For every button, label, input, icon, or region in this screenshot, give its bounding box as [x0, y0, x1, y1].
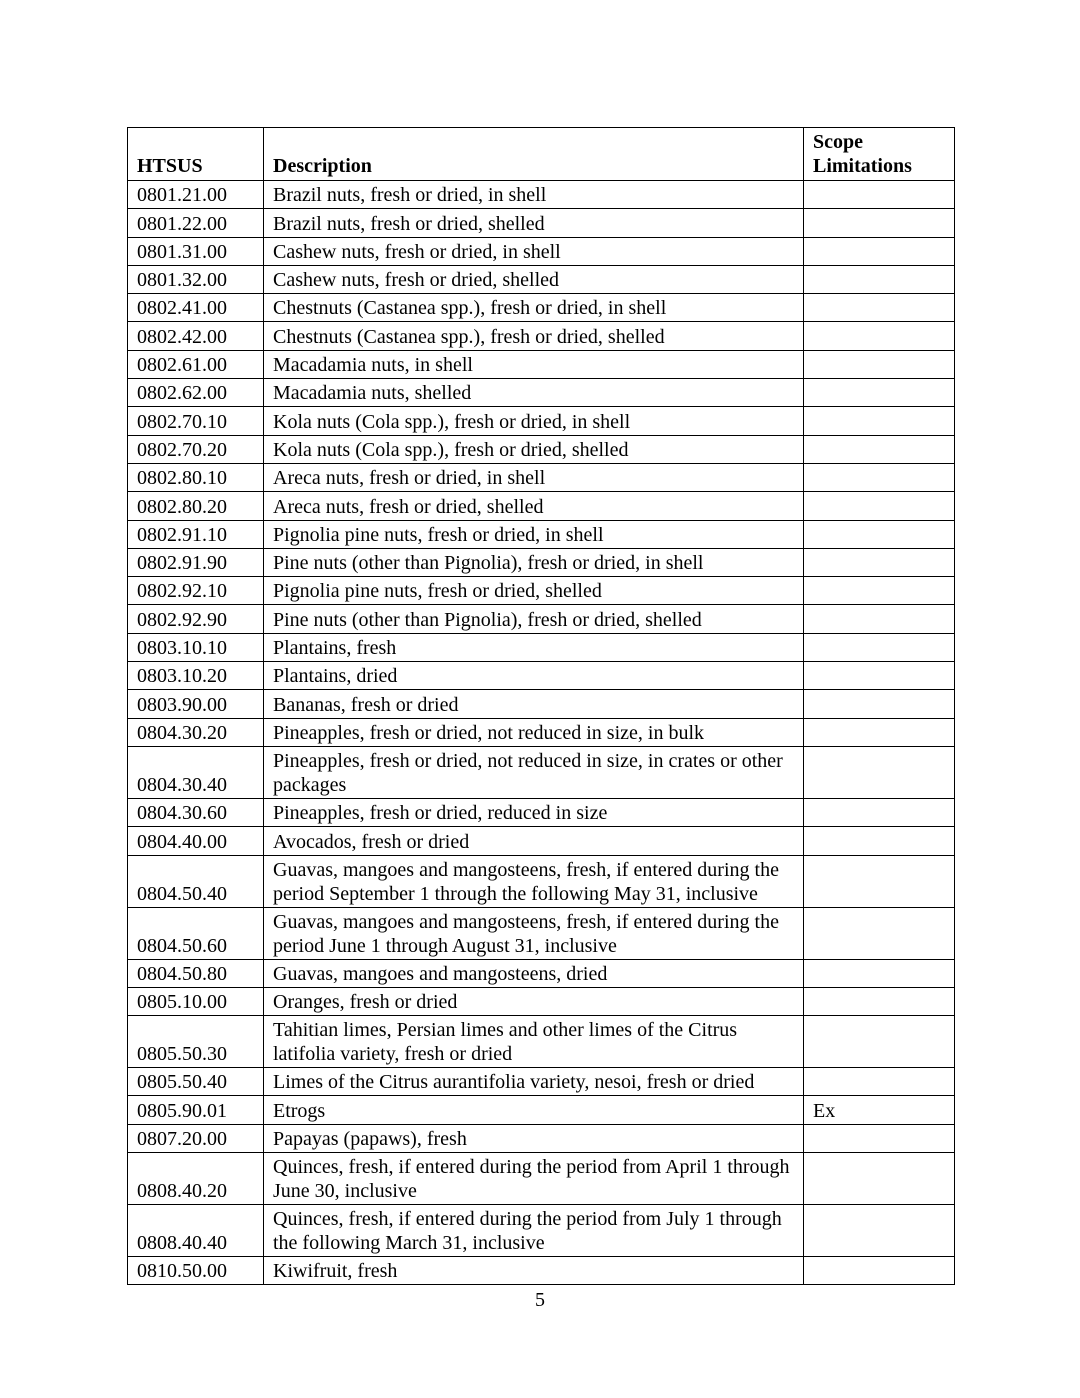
- table-row: [128, 548, 955, 576]
- description-cell: Plantains, dried: [264, 662, 804, 690]
- header-scope-limitations: Scope Limitations: [804, 128, 955, 181]
- description-cell: Quinces, fresh, if entered during the period from July 1 through the following March 31, inclusive: [264, 1205, 804, 1257]
- header-description: Description: [264, 128, 804, 181]
- table-row: [128, 379, 955, 407]
- table-row: [128, 959, 955, 987]
- htsus-code-cell: 0805.10.00: [128, 987, 264, 1015]
- scope-limitations-cell: Ex: [804, 1096, 955, 1124]
- table-row: [128, 322, 955, 350]
- table-row: [128, 827, 955, 855]
- table-row: [128, 181, 955, 209]
- table-row: [128, 1205, 955, 1257]
- description-cell: Pine nuts (other than Pignolia), fresh or dried, in shell: [264, 548, 804, 576]
- table-row: [128, 1153, 955, 1205]
- table-row: [128, 855, 955, 907]
- htsus-code-cell: 0802.61.00: [128, 350, 264, 378]
- htsus-code-cell: 0802.80.20: [128, 492, 264, 520]
- table-row: [128, 746, 955, 798]
- htsus-code-cell: 0804.50.80: [128, 959, 264, 987]
- scope-limitations-cell: [804, 1016, 955, 1068]
- description-cell: Plantains, fresh: [264, 633, 804, 661]
- table-row: [128, 350, 955, 378]
- scope-limitations-cell: [804, 492, 955, 520]
- htsus-code-cell: 0803.90.00: [128, 690, 264, 718]
- table-row: [128, 294, 955, 322]
- description-cell: Macadamia nuts, in shell: [264, 350, 804, 378]
- description-cell: Tahitian limes, Persian limes and other limes of the Citrus latifolia variety, fresh or dried: [264, 1016, 804, 1068]
- description-cell: Macadamia nuts, shelled: [264, 379, 804, 407]
- description-cell: Brazil nuts, fresh or dried, in shell: [264, 181, 804, 209]
- htsus-code-cell: 0801.21.00: [128, 181, 264, 209]
- scope-limitations-cell: [804, 548, 955, 576]
- htsus-code-cell: 0802.91.90: [128, 548, 264, 576]
- table-row: [128, 1096, 955, 1124]
- scope-limitations-cell: [804, 855, 955, 907]
- htsus-code-cell: 0805.50.40: [128, 1068, 264, 1096]
- scope-limitations-cell: [804, 605, 955, 633]
- scope-limitations-cell: [804, 633, 955, 661]
- scope-limitations-cell: [804, 265, 955, 293]
- description-cell: Papayas (papaws), fresh: [264, 1124, 804, 1152]
- table-row: [128, 907, 955, 959]
- scope-limitations-cell: [804, 350, 955, 378]
- scope-limitations-cell: [804, 209, 955, 237]
- scope-limitations-cell: [804, 746, 955, 798]
- description-cell: Pineapples, fresh or dried, reduced in size: [264, 798, 804, 826]
- htsus-code-cell: 0807.20.00: [128, 1124, 264, 1152]
- description-cell: Brazil nuts, fresh or dried, shelled: [264, 209, 804, 237]
- scope-limitations-cell: [804, 294, 955, 322]
- table-row: [128, 265, 955, 293]
- scope-limitations-cell: [804, 827, 955, 855]
- scope-limitations-cell: [804, 237, 955, 265]
- htsus-code-cell: 0801.22.00: [128, 209, 264, 237]
- htsus-code-cell: 0802.70.10: [128, 407, 264, 435]
- htsus-code-cell: 0804.50.40: [128, 855, 264, 907]
- table-row: [128, 718, 955, 746]
- htsus-code-cell: 0802.70.20: [128, 435, 264, 463]
- table-row: [128, 577, 955, 605]
- htsus-code-cell: 0801.32.00: [128, 265, 264, 293]
- scope-limitations-cell: [804, 987, 955, 1015]
- htsus-code-cell: 0804.40.00: [128, 827, 264, 855]
- scope-limitations-cell: [804, 690, 955, 718]
- scope-limitations-cell: [804, 662, 955, 690]
- table-row: [128, 520, 955, 548]
- table-header-row: [128, 128, 955, 181]
- description-cell: Limes of the Citrus aurantifolia variety, nesoi, fresh or dried: [264, 1068, 804, 1096]
- scope-limitations-cell: [804, 435, 955, 463]
- scope-limitations-cell: [804, 463, 955, 491]
- scope-limitations-cell: [804, 1153, 955, 1205]
- htsus-code-cell: 0802.62.00: [128, 379, 264, 407]
- htsus-code-cell: 0804.30.60: [128, 798, 264, 826]
- scope-limitations-cell: [804, 798, 955, 826]
- table-row: [128, 690, 955, 718]
- htsus-code-cell: 0803.10.10: [128, 633, 264, 661]
- scope-limitations-cell: [804, 181, 955, 209]
- table-row: [128, 605, 955, 633]
- description-cell: Pineapples, fresh or dried, not reduced in size, in crates or other packages: [264, 746, 804, 798]
- description-cell: Areca nuts, fresh or dried, in shell: [264, 463, 804, 491]
- description-cell: Chestnuts (Castanea spp.), fresh or dried, in shell: [264, 294, 804, 322]
- htsus-code-cell: 0804.50.60: [128, 907, 264, 959]
- htsus-code-cell: 0802.80.10: [128, 463, 264, 491]
- table-body: [128, 181, 955, 1285]
- scope-limitations-cell: [804, 718, 955, 746]
- table-row: [128, 237, 955, 265]
- htsus-code-cell: 0802.92.90: [128, 605, 264, 633]
- description-cell: Cashew nuts, fresh or dried, in shell: [264, 237, 804, 265]
- page-number: 5: [535, 1289, 545, 1311]
- htsus-code-cell: 0804.30.40: [128, 746, 264, 798]
- table-row: [128, 492, 955, 520]
- htsus-code-cell: 0805.50.30: [128, 1016, 264, 1068]
- table-row: [128, 1124, 955, 1152]
- description-cell: Kola nuts (Cola spp.), fresh or dried, in shell: [264, 407, 804, 435]
- htsus-code-cell: 0805.90.01: [128, 1096, 264, 1124]
- htsus-code-cell: 0802.41.00: [128, 294, 264, 322]
- htsus-code-cell: 0801.31.00: [128, 237, 264, 265]
- description-cell: Pine nuts (other than Pignolia), fresh or dried, shelled: [264, 605, 804, 633]
- scope-limitations-cell: [804, 577, 955, 605]
- htsus-code-cell: 0804.30.20: [128, 718, 264, 746]
- scope-limitations-cell: [804, 322, 955, 350]
- table-row: [128, 662, 955, 690]
- description-cell: Avocados, fresh or dried: [264, 827, 804, 855]
- header-htsus: HTSUS: [128, 128, 264, 181]
- description-cell: Areca nuts, fresh or dried, shelled: [264, 492, 804, 520]
- description-cell: Guavas, mangoes and mangosteens, dried: [264, 959, 804, 987]
- table-row: [128, 1257, 955, 1285]
- description-cell: Chestnuts (Castanea spp.), fresh or dried, shelled: [264, 322, 804, 350]
- description-cell: Etrogs: [264, 1096, 804, 1124]
- scope-limitations-cell: [804, 1205, 955, 1257]
- htsus-code-cell: 0803.10.20: [128, 662, 264, 690]
- table-row: [128, 435, 955, 463]
- description-cell: Pignolia pine nuts, fresh or dried, shelled: [264, 577, 804, 605]
- table-row: [128, 209, 955, 237]
- description-cell: Oranges, fresh or dried: [264, 987, 804, 1015]
- table-row: [128, 1016, 955, 1068]
- htsus-code-cell: 0808.40.40: [128, 1205, 264, 1257]
- scope-limitations-cell: [804, 407, 955, 435]
- scope-limitations-cell: [804, 1257, 955, 1285]
- description-cell: Pineapples, fresh or dried, not reduced in size, in bulk: [264, 718, 804, 746]
- htsus-code-cell: 0802.42.00: [128, 322, 264, 350]
- description-cell: Cashew nuts, fresh or dried, shelled: [264, 265, 804, 293]
- table-row: [128, 407, 955, 435]
- description-cell: Quinces, fresh, if entered during the period from April 1 through June 30, inclusive: [264, 1153, 804, 1205]
- scope-limitations-cell: [804, 1124, 955, 1152]
- htsus-code-cell: 0802.92.10: [128, 577, 264, 605]
- table-row: [128, 463, 955, 491]
- htsus-code-cell: 0808.40.20: [128, 1153, 264, 1205]
- htsus-table: [127, 127, 955, 1285]
- description-cell: Kiwifruit, fresh: [264, 1257, 804, 1285]
- table-row: [128, 987, 955, 1015]
- htsus-code-cell: 0810.50.00: [128, 1257, 264, 1285]
- scope-limitations-cell: [804, 1068, 955, 1096]
- description-cell: Guavas, mangoes and mangosteens, fresh, if entered during the period September 1 through the following May 31, inclusive: [264, 855, 804, 907]
- description-cell: Bananas, fresh or dried: [264, 690, 804, 718]
- description-cell: Pignolia pine nuts, fresh or dried, in shell: [264, 520, 804, 548]
- description-cell: Kola nuts (Cola spp.), fresh or dried, shelled: [264, 435, 804, 463]
- description-cell: Guavas, mangoes and mangosteens, fresh, if entered during the period June 1 through August 31, inclusive: [264, 907, 804, 959]
- scope-limitations-cell: [804, 959, 955, 987]
- table-row: [128, 798, 955, 826]
- htsus-code-cell: 0802.91.10: [128, 520, 264, 548]
- table-row: [128, 1068, 955, 1096]
- table-row: [128, 633, 955, 661]
- scope-limitations-cell: [804, 379, 955, 407]
- scope-limitations-cell: [804, 907, 955, 959]
- scope-limitations-cell: [804, 520, 955, 548]
